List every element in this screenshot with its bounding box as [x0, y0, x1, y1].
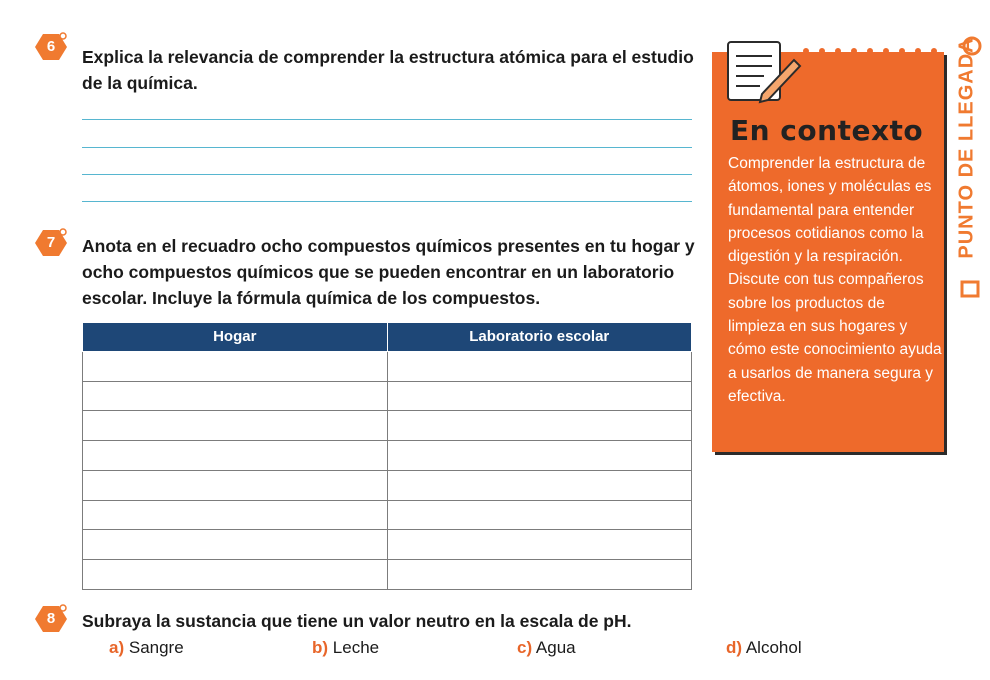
context-body: Comprender la estructura de átomos, iones y moléculas es fundamental para entender procesos cotidianos como la digestión y la respiración. Discute con tus compañeros sobre los productos de limpieza en sus hogares y cómo este conocimiento ayuda a usarlos de manera segura y efectiva. — [728, 155, 942, 405]
column-header-laboratorio: Laboratorio escolar — [387, 323, 692, 352]
option-a[interactable] — [109, 638, 184, 658]
question-6-number: 6 — [46, 38, 56, 55]
option-d[interactable] — [726, 638, 802, 658]
answer-line[interactable] — [82, 174, 692, 175]
table-cell[interactable] — [387, 441, 692, 471]
side-tab-label: PUNTO DE LLEGADA — [955, 37, 978, 259]
option-letter: a) — [109, 638, 125, 657]
option-label: Alcohol — [745, 638, 802, 657]
table-row — [83, 381, 692, 411]
table-cell[interactable] — [83, 381, 388, 411]
table-row — [83, 470, 692, 500]
column-header-hogar: Hogar — [83, 323, 388, 352]
table-cell[interactable] — [387, 351, 692, 381]
context-card — [712, 52, 944, 452]
table-row — [83, 500, 692, 530]
question-7-text: Anota en el recuadro ocho compuestos químicos presentes en tu hogar y ocho compuestos químicos que se pueden encontrar en un laboratorio escolar. Incluye la fórmula química de los compuestos. — [82, 236, 695, 308]
context-title: En contexto — [730, 114, 924, 147]
question-7-badge — [34, 228, 68, 258]
table-cell[interactable] — [387, 470, 692, 500]
table-row — [83, 411, 692, 441]
table-cell[interactable] — [83, 530, 388, 560]
decorative-dots-icon — [800, 44, 950, 58]
option-b[interactable] — [312, 638, 379, 658]
question-8-text: Subraya la sustancia que tiene un valor neutro en la escala de pH. — [82, 611, 632, 631]
option-label: Sangre — [128, 638, 184, 657]
table-cell[interactable] — [83, 441, 388, 471]
option-letter: b) — [312, 638, 329, 657]
table-cell[interactable] — [83, 560, 388, 590]
question-6-badge — [34, 32, 68, 62]
notepad-icon — [724, 36, 804, 106]
table-cell[interactable] — [387, 381, 692, 411]
table-cell[interactable] — [83, 351, 388, 381]
option-label: Agua — [535, 638, 576, 657]
table-row — [83, 530, 692, 560]
table-cell[interactable] — [83, 470, 388, 500]
table-cell[interactable] — [83, 411, 388, 441]
compounds-table — [82, 322, 692, 590]
table-cell[interactable] — [387, 500, 692, 530]
table-cell[interactable] — [83, 500, 388, 530]
answer-line[interactable] — [82, 119, 692, 120]
question-6-text: Explica la relevancia de comprender la estructura atómica para el estudio de la química. — [82, 47, 694, 93]
question-8-badge — [34, 604, 68, 634]
option-letter: d) — [726, 638, 743, 657]
table-cell[interactable] — [387, 530, 692, 560]
answer-line[interactable] — [82, 147, 692, 148]
table-row — [83, 351, 692, 381]
option-label: Leche — [332, 638, 380, 657]
table-cell[interactable] — [387, 560, 692, 590]
option-c[interactable] — [517, 638, 576, 658]
answer-line[interactable] — [82, 201, 692, 202]
table-cell[interactable] — [387, 411, 692, 441]
option-letter: c) — [517, 638, 533, 657]
question-8-number: 8 — [46, 610, 56, 627]
table-row — [83, 441, 692, 471]
question-7-number: 7 — [46, 234, 56, 251]
table-row — [83, 560, 692, 590]
